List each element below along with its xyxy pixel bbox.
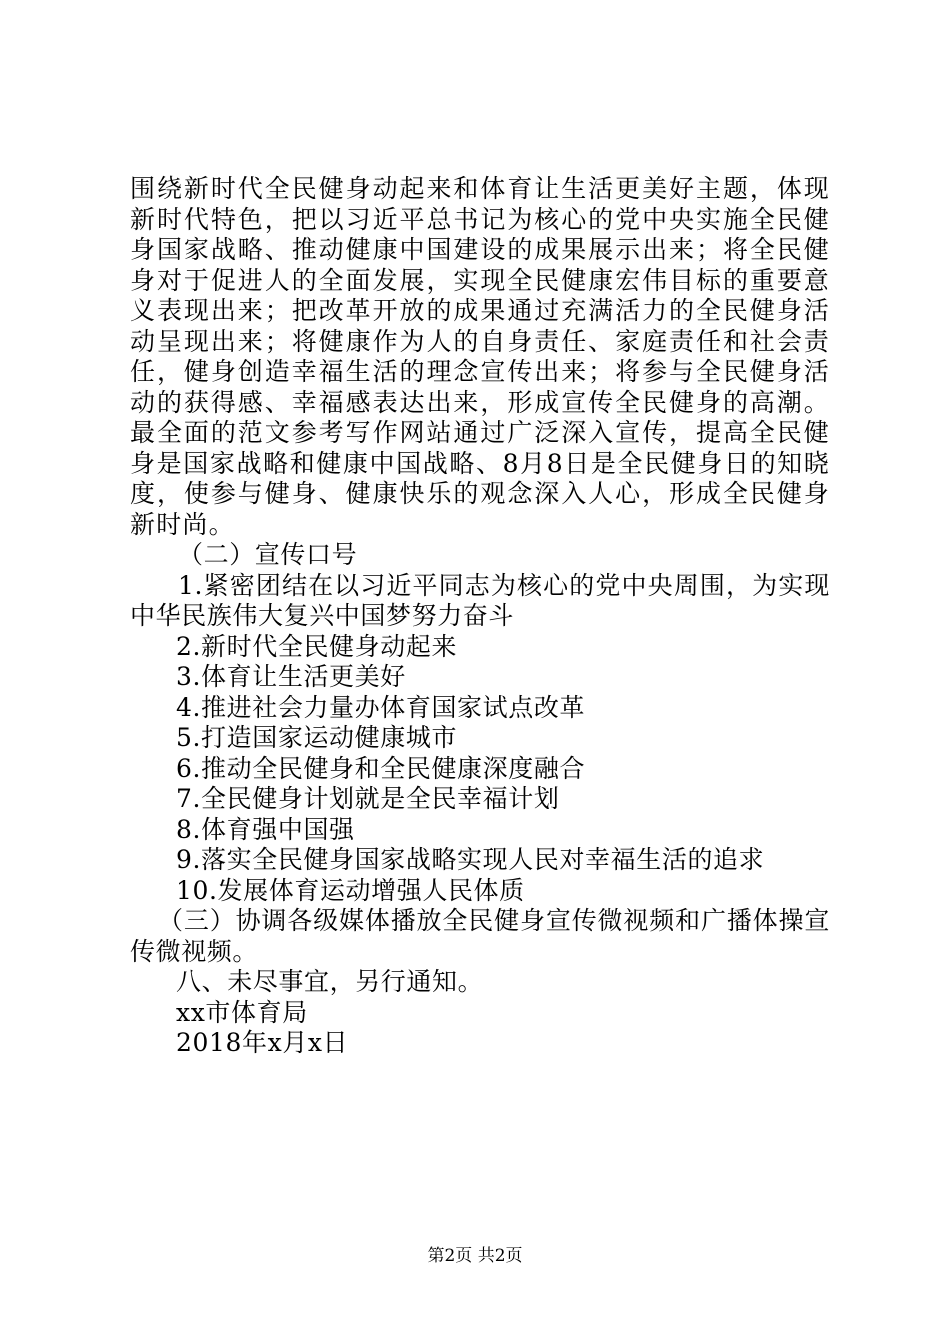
document-body	[130, 174, 830, 1059]
slogan-item-6: 6.推动全民健身和全民健康深度融合	[176, 753, 586, 783]
slogan-item-2: 2.新时代全民健身动起来	[176, 631, 458, 661]
slogan-item-3: 3.体育让生活更美好	[176, 662, 406, 691]
page-indicator: 第2页 共2页	[427, 1246, 523, 1266]
slogan-item-9: 9.落实全民健身国家战略实现人民对幸福生活的追求	[176, 845, 765, 874]
section-eight-paragraph: 八、未尽事宜，另行通知。	[176, 967, 484, 996]
issue-date: 2018年x月x日	[176, 1028, 349, 1057]
page-footer	[0, 1246, 950, 1266]
section-three-paragraph: （三）协调各级媒体播放全民健身宣传微视频和广播体操宣传微视频。	[130, 906, 830, 966]
issuer-name: xx市体育局	[176, 997, 308, 1027]
slogan-item-10: 10.发展体育运动增强人民体质	[176, 875, 525, 905]
slogan-item-1: 1.紧密团结在以习近平同志为核心的党中央周围，为实现中华民族伟大复兴中国梦努力奋斗	[130, 570, 830, 630]
slogan-item-5: 5.打造国家运动健康城市	[176, 723, 458, 752]
slogan-item-4: 4.推进社会力量办体育国家试点改革	[176, 692, 586, 722]
section-two-heading: （二）宣传口号	[178, 540, 358, 569]
intro-paragraph: 围绕新时代全民健身动起来和体育让生活更美好主题，体现新时代特色，把以习近平总书记为核心的党中央实施全民健身国家战略、推动健康中国建设的成果展示出来；将全民健身对于促进人的全面发展，实现全民健康宏伟目标的重要意义表现出来；把改革开放的成果通过充满活力的全民健身活动呈现出来；将健康作为人的自身责任、家庭责任和社会责任，健身创造幸福生活的理念宣传出来；将参与全民健身活动的获得感、幸福感表达出来，形成宣传全民健身的高潮。最全面的范文参考写作网站通过广泛深入宣传，提高全民健身是国家战略和健康中国战略、8月8日是全民健身日的知晓度，使参与健身、健康快乐的观念深入人心，形成全民健身新时尚。	[130, 174, 830, 539]
slogan-item-8: 8.体育强中国强	[176, 814, 355, 844]
slogan-item-7: 7.全民健身计划就是全民幸福计划	[176, 784, 560, 813]
